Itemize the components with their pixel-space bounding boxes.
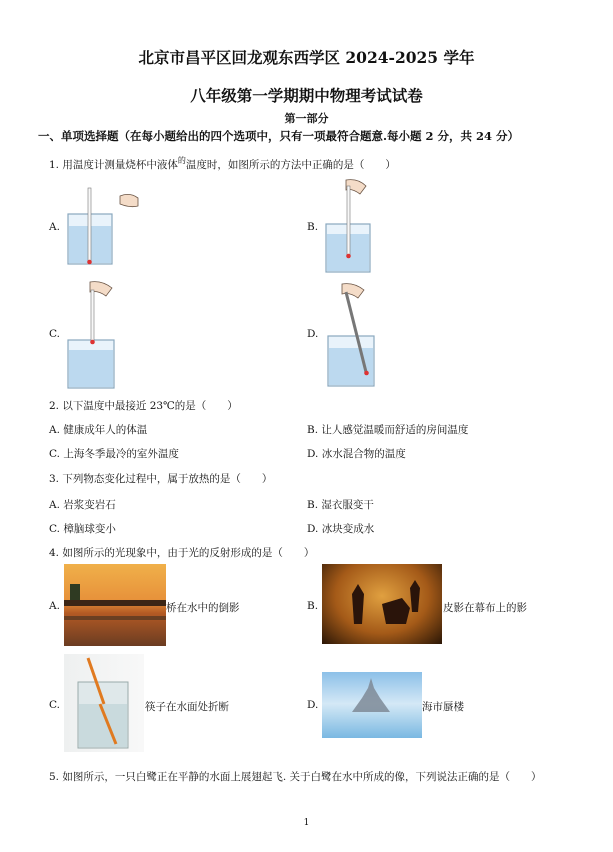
- hand-d: [342, 284, 364, 298]
- question-5: 5. 如图所示，一只白鹭正在平静的水面上展翅起飞. 关于白鹭在水中所成的像，下列说法正确的是（ ）: [49, 771, 542, 783]
- puppet-horse: [382, 598, 410, 624]
- beaker-b-figure: [318, 176, 398, 276]
- part-heading: 第一部分: [284, 112, 329, 125]
- q4-caption-d: 海市蜃楼: [422, 701, 464, 713]
- thermometer-b-bulb: [346, 254, 351, 259]
- q4-caption-c: 筷子在水面处折断: [145, 701, 229, 713]
- q3-option-a: A. 岩浆变岩石: [49, 499, 116, 511]
- q3-option-d: D. 冰块变成水: [307, 523, 375, 535]
- beaker-c-figure: [62, 278, 142, 390]
- mirage-castle: [352, 678, 390, 712]
- q4-caption-a: 桥在水中的倒影: [166, 602, 240, 614]
- q1-option-d-label: D.: [307, 328, 319, 340]
- liquid-c: [69, 350, 113, 387]
- q2-option-a: A. 健康成年人的体温: [49, 424, 148, 436]
- question-3: 3. 下列物态变化过程中，属于放热的是（ ）: [49, 473, 273, 485]
- page-number: 1: [303, 818, 310, 828]
- tree: [70, 584, 80, 600]
- q2-option-c: C. 上海冬季最冷的室外温度: [49, 448, 179, 460]
- glass-svg: [64, 654, 144, 752]
- puppet-figure-1: [352, 584, 364, 624]
- question-1-text-a: 1. 用温度计测量烧杯中液体: [49, 159, 178, 171]
- question-1-sup: 的: [177, 156, 186, 165]
- thermometer-c-bulb: [90, 340, 95, 345]
- q4-caption-b: 皮影在幕布上的影: [443, 602, 527, 614]
- bridge-svg: [64, 564, 166, 646]
- beaker-d-figure: [322, 280, 402, 390]
- hand-a: [120, 194, 138, 206]
- mirage-svg: [322, 672, 422, 738]
- q1-option-b-label: B.: [307, 221, 319, 233]
- thermometer-d-bulb: [364, 371, 369, 376]
- q1-option-c-label: C.: [49, 328, 60, 340]
- q4-option-d-label: D.: [307, 699, 319, 711]
- q4-option-b-label: B.: [307, 600, 319, 612]
- question-4: 4. 如图所示的光现象中，由于光的反射形成的是（ ）: [49, 547, 315, 559]
- puppet-figure-2: [410, 580, 420, 612]
- puppet-svg: [322, 564, 442, 644]
- q2-option-d: D. 冰水混合物的温度: [307, 448, 406, 460]
- mirage-photo: [322, 672, 422, 738]
- q1-option-a-label: A.: [49, 221, 60, 233]
- bridge-reflection: [64, 616, 166, 620]
- bridge-deck: [64, 600, 166, 606]
- q4-option-a-label: A.: [49, 600, 60, 612]
- thermometer-a-bulb: [87, 260, 92, 265]
- q3-option-c: C. 樟脑球变小: [49, 523, 116, 535]
- q2-option-b: B. 让人感觉温暖而舒适的房间温度: [307, 424, 469, 436]
- question-1-text-b: 温度时，如图所示的方法中正确的是（ ）: [185, 159, 396, 171]
- bridge-reflection-photo: [64, 564, 166, 646]
- thermometer-c: [91, 290, 94, 342]
- section-heading: 一、单项选择题（在每小题给出的四个选项中，只有一项最符合题意.每小题 2 分，共 24 分）: [38, 129, 520, 143]
- liquid-d: [329, 348, 373, 385]
- question-2: 2. 以下温度中最接近 23℃的是（ ）: [49, 400, 238, 412]
- chopstick-photo: [64, 654, 144, 752]
- shadow-puppet-photo: [322, 564, 442, 644]
- title-line-1: 北京市昌平区回龙观东西学区 2024-2025 学年: [138, 48, 475, 67]
- beaker-a-figure: [60, 182, 140, 266]
- title-line-2: 八年级第一学期期中物理考试试卷: [190, 86, 423, 105]
- thermometer-b: [347, 186, 350, 256]
- q3-option-b: B. 湿衣服变干: [307, 499, 374, 511]
- question-1: [49, 155, 396, 172]
- q4-option-c-label: C.: [49, 699, 60, 711]
- thermometer-a: [88, 188, 91, 262]
